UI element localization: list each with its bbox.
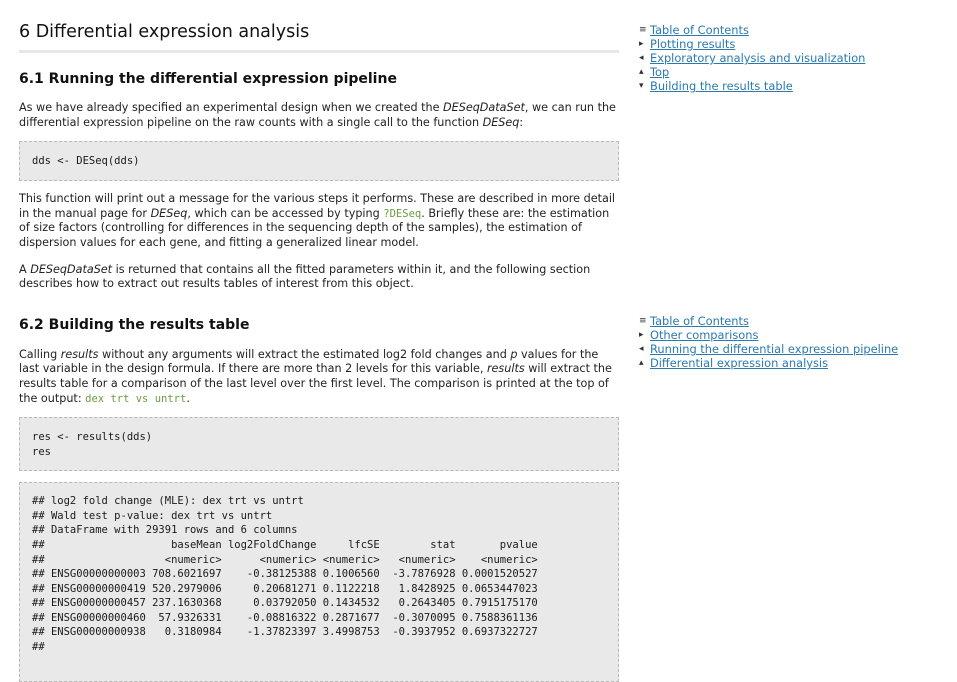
code-block-deseq: dds <- DESeq(dds): [19, 141, 619, 181]
text-run: As we have already specified an experimental design when we created the: [19, 101, 444, 114]
text-run: , we can run the differential expression pipeline on the raw counts with a single call to the function: [19, 101, 616, 129]
toc-link[interactable]: Running the differential expression pipeline: [650, 342, 899, 356]
code-block-results: res <- results(dds) res: [19, 417, 619, 471]
toc-nav-section: [639, 314, 898, 370]
subsection-title-6-1: 6.1 Running the differential expression pipeline: [19, 71, 397, 87]
text-run: without any arguments will extract the estimated log2 fold changes and: [98, 347, 511, 361]
emphasis-deseqdataset: DESeqDataSet: [30, 262, 113, 276]
paragraph-results-call: [19, 348, 619, 406]
text-run: Calling: [19, 347, 61, 361]
paragraph-intro: [19, 101, 619, 130]
inline-code-comparison: dex trt vs untrt: [85, 392, 187, 405]
main-content: [19, 0, 619, 682]
paragraph-returned-object: [19, 263, 619, 292]
paragraph-deseq-steps: [19, 192, 619, 250]
arrow-down-icon: ▾: [639, 81, 644, 91]
arrow-left-icon: ◂: [639, 53, 644, 63]
arrow-up-icon: ▴: [639, 358, 644, 368]
toc-link[interactable]: Differential expression analysis: [650, 356, 829, 370]
subsection-title-6-2: 6.2 Building the results table: [19, 316, 250, 333]
toc-item-down[interactable]: [639, 79, 865, 93]
toc-link[interactable]: Other comparisons: [650, 328, 759, 342]
emphasis-p: p: [510, 347, 518, 361]
text-run: values for the last variable in the design formula. If there are more than 2 levels for this variable,: [19, 347, 599, 376]
menu-icon: ≡: [639, 25, 647, 35]
menu-icon: ≡: [639, 316, 647, 326]
toc-link[interactable]: Top: [650, 65, 670, 79]
text-run: .: [186, 391, 190, 405]
toc-nav-top: [639, 23, 865, 93]
text-run: , which can be accessed by typing: [187, 206, 384, 220]
text-run: is returned that contains all the fitted parameters within it, and the following section describes how to extract out results tables of interest from this object.: [19, 262, 591, 291]
arrow-left-icon: ◂: [639, 344, 644, 354]
code-output-block: ## log2 fold change (MLE): dex trt vs untrt ## Wald test p-value: dex trt vs untrt ## DataFrame with 29391 rows and 6 columns ## baseMean log2FoldChange lfcSE stat pvalue ## <numeric> <numeric> <numeric> <numeric> <numeric> ## ENSG00000000003 708.6021697 -0.38125388 0.1006560 -3.7876928 0.0001520527 ## ENSG00000000419 520.2979006 0.20681271 0.1122218 1.8428925 0.0653447023 ## ENSG00000000457 237.1630368 0.03792050 0.1434532 0.2643405 0.7915175170 ## ENSG00000000460 57.9326331 -0.08816322 0.2871677 -0.3070095 0.7588361136 ## ENSG00000000938 0.3180984 -1.37823397 3.4998753 -0.3937952 0.6937322727 ##: [19, 482, 619, 682]
toc-item-table-of-contents[interactable]: [639, 23, 865, 37]
text-run: will extract the results table for a comparison of the last level over the first level. The comparison is printed at the top of the output:: [19, 362, 612, 405]
toc-link[interactable]: Building the results table: [650, 79, 793, 93]
arrow-right-icon: ▸: [639, 39, 644, 49]
toc-link[interactable]: Table of Contents: [650, 314, 749, 328]
emphasis-deseqdataset: DESeqDataSet: [443, 101, 525, 114]
toc-item-previous[interactable]: [639, 51, 865, 65]
toc-item-up[interactable]: [639, 356, 898, 370]
arrow-right-icon: ▸: [639, 330, 644, 340]
inline-code-help: ?DESeq: [383, 207, 422, 220]
text-run: This function will print out a message for the various steps it performs. These are described in more detail in the manual page for: [19, 192, 616, 220]
text-run: A: [19, 262, 31, 276]
toc-item-next[interactable]: [639, 37, 865, 51]
emphasis-deseq: DESeq: [482, 115, 520, 129]
toc-link[interactable]: Table of Contents: [650, 23, 749, 37]
toc-item-next[interactable]: [639, 328, 898, 342]
toc-link[interactable]: Exploratory analysis and visualization: [650, 51, 866, 65]
toc-item-top[interactable]: [639, 65, 865, 79]
text-run: . Briefly these are: the estimation of size factors (controlling for differences in the sequencing depth of the samples), the estimation of dispersion values for each gene, and fitting a generalized linear model.: [19, 206, 610, 249]
toc-item-previous[interactable]: [639, 342, 898, 356]
emphasis-deseq: DESeq: [150, 206, 188, 220]
toc-item-table-of-contents[interactable]: [639, 314, 898, 328]
toc-link[interactable]: Plotting results: [650, 37, 736, 51]
text-run: :: [519, 115, 524, 129]
arrow-up-icon: ▴: [639, 67, 644, 77]
section-title: 6 Differential expression analysis: [19, 0, 619, 53]
emphasis-results: results: [486, 362, 525, 376]
emphasis-results: results: [60, 347, 99, 361]
